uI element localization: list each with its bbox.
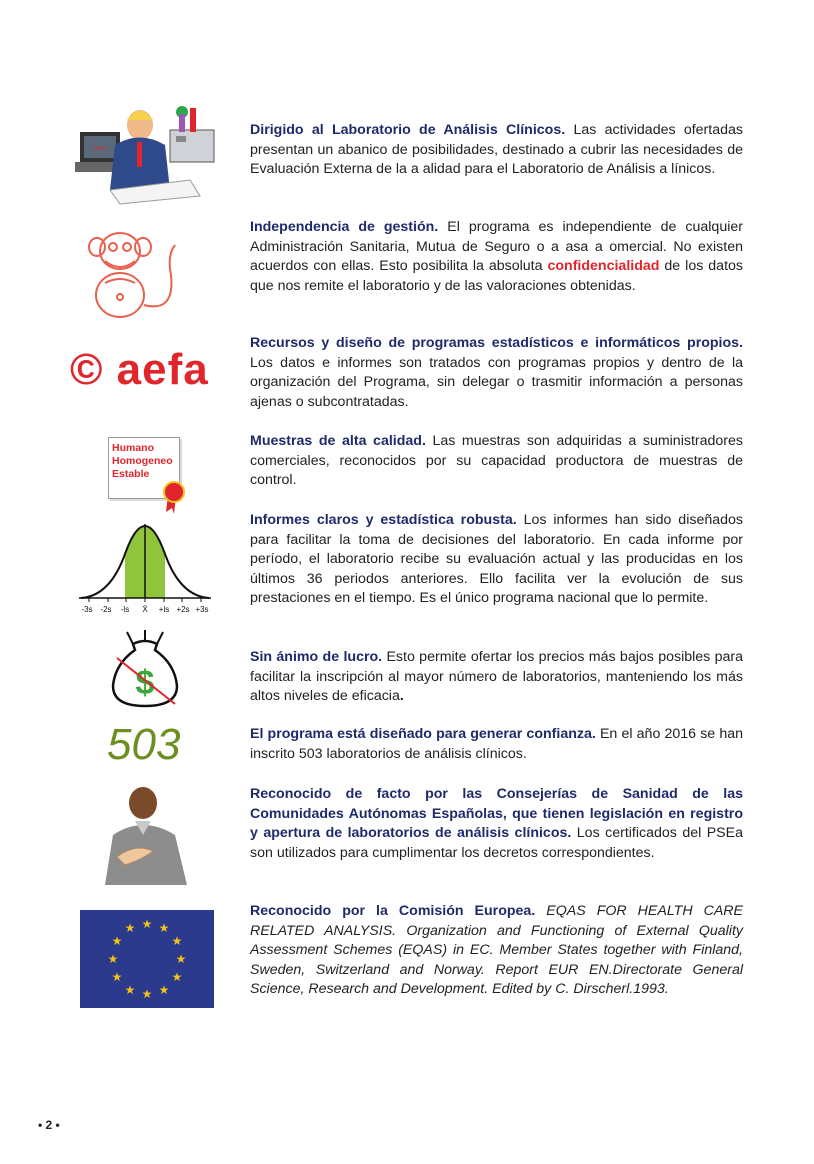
item-body: Los certificados del PSEa son utilizados para cumplimentar los decretos correspondientes.	[250, 825, 743, 861]
item-recognized-eu	[250, 902, 743, 1000]
tick-label: -ls	[120, 605, 130, 614]
tick-label: X̄	[142, 605, 148, 614]
item-body: Los informes han sido diseñados para facilitar la toma de decisiones del laboratorio. En cada informe por período, el laboratorio recibe su evaluación actual y las producidas en los últimos 36 periodos anteriores. Ello facilita ver la evolución de sus prestaciones en el tiempo. Es el único programa nacional que lo permite.	[250, 512, 743, 607]
item-end: .	[399, 688, 404, 705]
item-independence	[250, 218, 743, 296]
svg-text:★: ★	[111, 934, 123, 948]
item-body: de los datos que nos remite el laboratorio y de las valoraciones obtenidas.	[250, 258, 743, 294]
item-nonprofit	[250, 648, 743, 707]
item-heading: Sin ánimo de lucro.	[250, 649, 383, 665]
item-heading: Muestras de alta calidad.	[250, 433, 426, 449]
svg-text:www: www	[93, 146, 107, 152]
aefa-logo: © aefa	[70, 345, 209, 394]
seal-icon	[160, 478, 188, 514]
item-heading: Recursos y diseño de programas estadísticos e informáticos propios.	[250, 335, 743, 351]
item-body: En el año 2016 se han inscrito 503 laboratorios de análisis clínicos.	[250, 726, 743, 762]
eu-flag-icon	[80, 910, 214, 1008]
tick-label: -2s	[100, 605, 112, 614]
svg-text:★: ★	[111, 970, 123, 984]
page-number: • 2 •	[38, 1118, 60, 1132]
tick-label: +ls	[158, 605, 170, 614]
bell-curve-illustration	[75, 520, 215, 615]
item-resources	[250, 334, 743, 412]
item-heading: El programa está diseñado para generar confianza.	[250, 726, 596, 742]
highlight-word: confidencialidad	[547, 258, 660, 275]
item-body: Las actividades ofertadas presentan un abanico de posibilidades, destinado a cubrir las necesidades de Evaluación Externa de la a alidad para el Laboratorio de Análisis a línicos.	[250, 122, 743, 178]
item-heading: Reconocido por la Comisión Europea.	[250, 903, 536, 919]
tick-label: +3s	[195, 605, 209, 614]
item-recognized-regions	[250, 785, 743, 863]
svg-text:★: ★	[124, 983, 136, 997]
item-samples	[250, 432, 743, 491]
lab-worker-illustration	[70, 100, 220, 205]
item-heading: Independencia de gestión.	[250, 219, 439, 235]
count-503: 503	[107, 720, 181, 769]
svg-text:★: ★	[171, 970, 183, 984]
svg-text:★: ★	[141, 987, 153, 1001]
svg-text:★: ★	[171, 934, 183, 948]
svg-text:★: ★	[158, 983, 170, 997]
item-heading: Informes claros y estadística robusta.	[250, 512, 517, 528]
certificate-line: Homogeneo	[112, 455, 173, 467]
tick-label: -3s	[81, 605, 93, 614]
item-trust	[250, 725, 743, 764]
svg-text:★: ★	[124, 921, 136, 935]
money-bag-crossed-icon	[105, 630, 185, 710]
item-heading: Reconocido de facto por las Consejerías de Sanidad de las Comunidades Autónomas Españolas, que tienen legislación en registro y apertura de laboratorios de análisis clínicos.	[250, 786, 743, 842]
svg-text:★: ★	[175, 952, 187, 966]
dollar-sign: $	[135, 664, 155, 702]
item-heading: Dirigido al Laboratorio de Análisis Clínicos.	[250, 122, 566, 138]
item-body: El programa es independiente de cualquier Administración Sanitaria, Mutua de Seguro o a asa a omercial. No existen acuerdos con ellas. Esto posibilita la absoluta	[250, 219, 743, 275]
svg-text:★: ★	[141, 917, 153, 931]
embrace-illustration	[95, 785, 195, 885]
monkey-illustration	[75, 225, 185, 325]
tick-label: +2s	[176, 605, 190, 614]
item-body: Las muestras son adquiridas a suministradores comerciales, reconocidos por su capacidad productora de muestras de control.	[250, 433, 743, 489]
item-body: EQAS FOR HEALTH CARE RELATED ANALYSIS. Organization and Functioning of External Quality Assessment Schemes (EQAS) in EC. Member States together with Finland, Sweden, Switzerland and Norway. Report EUR EN.Directorate General Science, Research and Development. Edited by C. Dirscherl.1993.	[250, 903, 743, 998]
item-body: Esto permite ofertar los precios más bajos posibles para facilitar la inscripción al mayor número de laboratorios, manteniendo los más altos niveles de eficacia	[250, 649, 743, 705]
item-body: Los datos e informes son tratados con programas propios y dentro de la organización del Programa, sin delegar o trasmitir información a personas ajenas o subcontratadas.	[250, 354, 743, 410]
svg-text:★: ★	[107, 952, 119, 966]
svg-text:★: ★	[158, 921, 170, 935]
item-lab-target	[250, 121, 743, 180]
certificate-line: Estable	[112, 468, 150, 480]
certificate-line: Humano	[112, 442, 154, 454]
item-reports	[250, 511, 743, 609]
